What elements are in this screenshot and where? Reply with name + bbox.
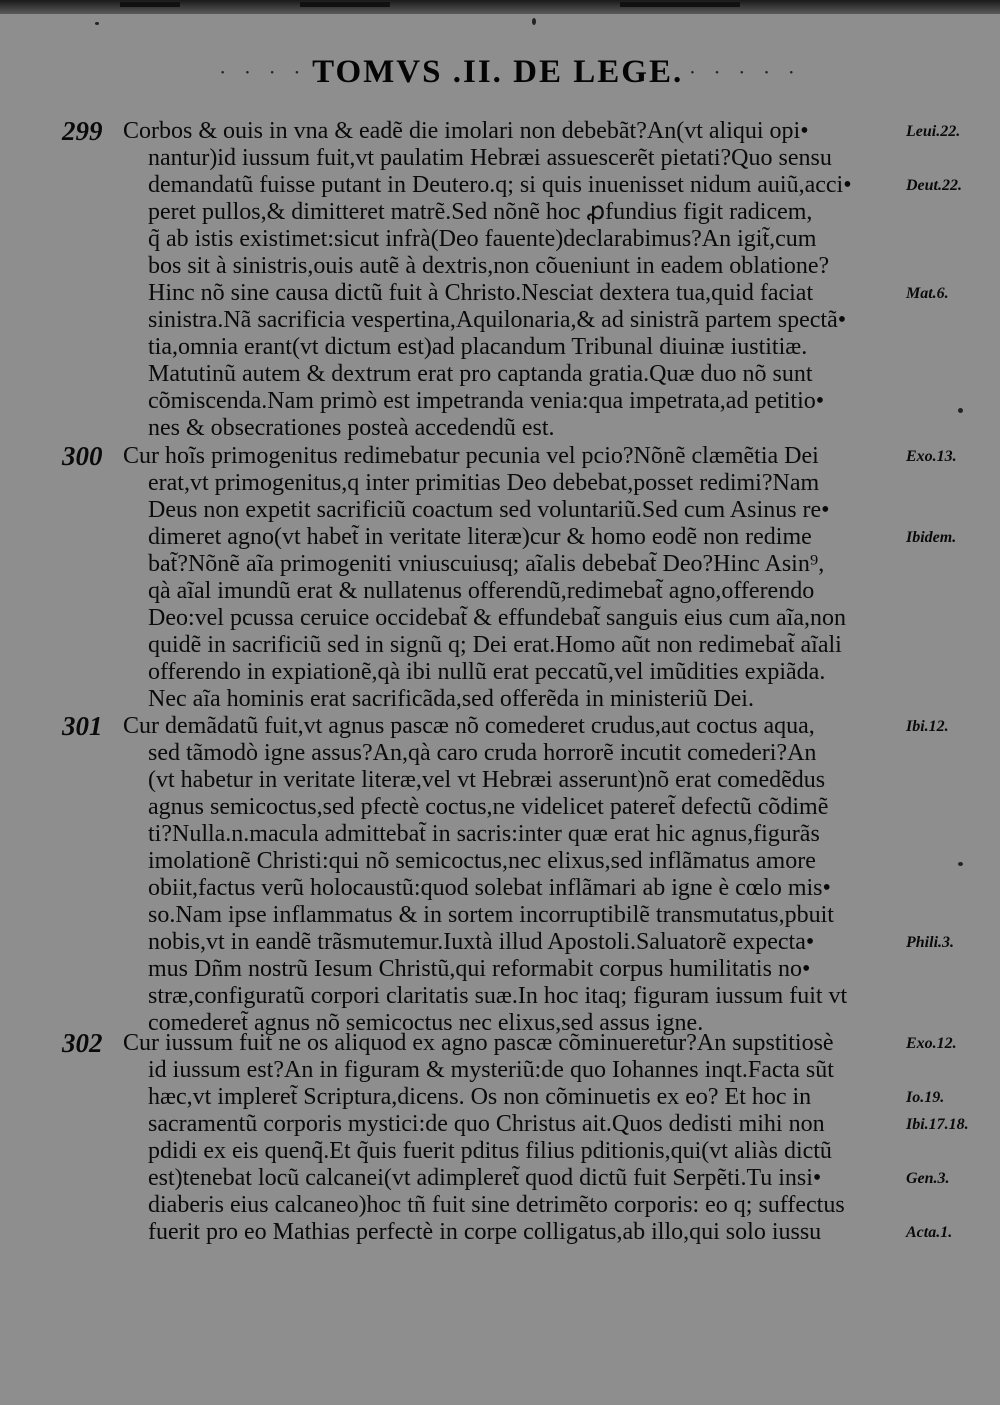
text-line: ti?Nulla.n.macula admittebat̃ in sacris:inter quæ erat hic agnus,figurãs bbox=[148, 821, 820, 847]
text-line: nobis,vt in eandẽ trãsmutemur.Iuxtà illud Apostoli.Saluatorẽ expecta• bbox=[148, 929, 815, 955]
margin-reference: Deut.22. bbox=[906, 177, 962, 194]
text-line: est)tenebat locũ calcanei(vt adimpleret̃ quod dictũ fuit Serpẽti.Tu insi• bbox=[148, 1165, 822, 1191]
margin-reference: Io.19. bbox=[906, 1089, 945, 1106]
text-line: comederet̃ agnus nõ semicoctus nec elixus,sed assus igne. bbox=[148, 1010, 704, 1036]
text-line: sacramentũ corporis mystici:de quo Christus ait.Quos dedisti mihi non bbox=[148, 1111, 825, 1137]
margin-reference: Acta.1. bbox=[906, 1224, 953, 1241]
running-head-dots-right: · · · · · bbox=[689, 60, 801, 84]
margin-reference: Exo.12. bbox=[906, 1035, 957, 1052]
edge-mark bbox=[620, 2, 740, 7]
margin-reference: Ibi.12. bbox=[906, 718, 949, 735]
text-line: qà aĩal imundũ erat & nullatenus offerendũ,redimebat̃ agno,offerendo bbox=[148, 578, 815, 604]
text-line: bat̃?Nõnẽ aĩa primogeniti vniuscuiusq; aĩalis debebat̃ Deo?Hinc Asin⁹, bbox=[148, 551, 825, 577]
text-line: Deus non expetit sacrificiũ coactum sed voluntariũ.Sed cum Asinus re• bbox=[148, 497, 830, 523]
text-line: quidẽ in sacrificiũ sed in signũ q; Dei erat.Homo aũt non redimebat̃ aĩali bbox=[148, 632, 842, 658]
section-number: 299 bbox=[62, 116, 103, 146]
text-line: fuerit pro eo Mathias perfectè in corpe colligatus,ab illo,qui solo iussu bbox=[148, 1219, 822, 1245]
text-line: demandatũ fuisse putant in Deutero.q; si quis inuenisset nidum auiũ,acci• bbox=[148, 172, 852, 198]
text-line: sinistra.Nã sacrificia vespertina,Aquilonaria,& ad sinistrã partem spectã• bbox=[148, 307, 847, 333]
text-line: id iussum est?An in figuram & mysteriũ:de quo Iohannes inqt.Facta sũt bbox=[148, 1057, 834, 1083]
text-line: sed tãmodò igne assus?An,qà caro cruda horrorẽ incutit comederi?An bbox=[148, 740, 817, 766]
margin-reference: Gen.3. bbox=[906, 1170, 950, 1187]
edge-mark bbox=[300, 2, 390, 7]
ink-speck bbox=[958, 408, 963, 413]
margin-reference: Ibidem. bbox=[906, 529, 957, 546]
ink-speck bbox=[958, 862, 963, 866]
margin-reference: Mat.6. bbox=[906, 285, 949, 302]
text-line: Cur iussum fuit ne os aliquod ex agno pascæ cõminueretur?An supstitiosè bbox=[123, 1030, 834, 1056]
text-line: (vt habetur in veritate literæ,vel vt Hebræi asserunt)nõ erat comedẽdus bbox=[148, 767, 826, 793]
section-number: 300 bbox=[62, 441, 103, 471]
text-line: obiit,factus verũ holocaustũ:quod solebat inflãmari ab igne è cœlo mis• bbox=[148, 875, 831, 901]
ink-speck bbox=[532, 18, 536, 25]
running-head bbox=[160, 52, 860, 92]
running-head-title: TOMVS .II. DE LEGE. bbox=[312, 53, 684, 90]
section-number: 302 bbox=[62, 1028, 103, 1058]
text-line: pdidi ex eis quenq̃.Et q̃uis fuerit pditus filius pditionis,qui(vt aliàs dictũ bbox=[148, 1138, 832, 1164]
text-line: so.Nam ipse inflammatus & in sortem incorruptibilẽ transmutatus,pbuit bbox=[148, 902, 834, 928]
text-line: Cur demãdatũ fuit,vt agnus pascæ nõ comederet crudus,aut coctus aqua, bbox=[123, 713, 815, 739]
running-head-dots-left: · · · · bbox=[219, 60, 307, 84]
ink-speck bbox=[95, 22, 99, 25]
text-line: Corbos & ouis in vna & eadẽ die imolari non debebãt?An(vt aliqui opi• bbox=[123, 118, 809, 144]
text-line: tia,omnia erant(vt dictum est)ad placandum Tribunal diuinæ iustitiæ. bbox=[148, 334, 808, 360]
edge-mark bbox=[120, 2, 180, 7]
text-line: offerendo in expiationẽ,qà ibi nullũ erat peccatũ,vel imũdities expiãda. bbox=[148, 659, 826, 685]
margin-reference: Leui.22. bbox=[906, 123, 961, 140]
text-line: q̃ ab istis existimet:sicut infrà(Deo fauente)declarabimus?An igit̃,cum bbox=[148, 226, 817, 252]
text-line: imolationẽ Christi:qui nõ semicoctus,nec elixus,sed inflãmatus amore bbox=[148, 848, 816, 874]
text-line: Matutinũ autem & dextrum erat pro captanda gratia.Quæ duo nõ sunt bbox=[148, 361, 813, 387]
text-line: cõmiscenda.Nam primò est impetranda venia:qua impetrata,ad petitio• bbox=[148, 388, 825, 414]
margin-reference: Phili.3. bbox=[906, 934, 955, 951]
text-line: dimeret agno(vt habet̃ in veritate literæ)cur & homo eodẽ non redime bbox=[148, 524, 812, 550]
text-line: mus Dñm nostrũ Iesum Christũ,qui reformabit corpus humilitatis no• bbox=[148, 956, 811, 982]
margin-reference: Ibi.17.18. bbox=[906, 1116, 969, 1133]
text-line: Cur hoĩs primogenitus redimebatur pecunia vel pcio?Nõnẽ clæmẽtia Dei bbox=[123, 443, 819, 469]
text-line: Deo:vel pcussa ceruice occidebat̃ & effundebat̃ sanguis eius cum aĩa,non bbox=[148, 605, 846, 631]
top-edge-band bbox=[0, 0, 1000, 14]
text-line: Nec aĩa hominis erat sacrificãda,sed offerẽda in ministeriũ Dei. bbox=[148, 686, 754, 712]
text-line: bos sit à sinistris,ouis autẽ à dextris,non cõueniunt in eadem oblatione? bbox=[148, 253, 830, 279]
text-line: stræ,configuratũ corpori claritatis suæ.In hoc itaq; figuram iussum fuit vt bbox=[148, 983, 848, 1009]
text-line: nes & obsecrationes posteà accedendũ est. bbox=[148, 415, 555, 441]
text-line: Hinc nõ sine causa dictũ fuit à Christo.Nesciat dextera tua,quid faciat bbox=[148, 280, 814, 306]
text-line: hæc,vt impleret̃ Scriptura,dicens. Os non cõminuetis ex eo? Et hoc in bbox=[148, 1084, 812, 1110]
margin-reference: Exo.13. bbox=[906, 448, 957, 465]
section-number: 301 bbox=[62, 711, 103, 741]
text-line: nantur)id iussum fuit,vt paulatim Hebræi assuescerẽt pietati?Quo sensu bbox=[148, 145, 832, 171]
text-line: diaberis eius calcaneo)hoc tñ fuit sine detrimẽto corporis: eo q; suffectus bbox=[148, 1192, 845, 1218]
text-line: erat,vt primogenitus,q inter primitias Deo debebat,posset redimi?Nam bbox=[148, 470, 820, 496]
text-line: peret pullos,& dimitteret matrẽ.Sed nõnẽ hoc ꝓfundius figit radicem, bbox=[148, 199, 813, 225]
text-line: agnus semicoctus,sed pfectè coctus,ne videlicet pateret̃ defectũ cõdimẽ bbox=[148, 794, 829, 820]
